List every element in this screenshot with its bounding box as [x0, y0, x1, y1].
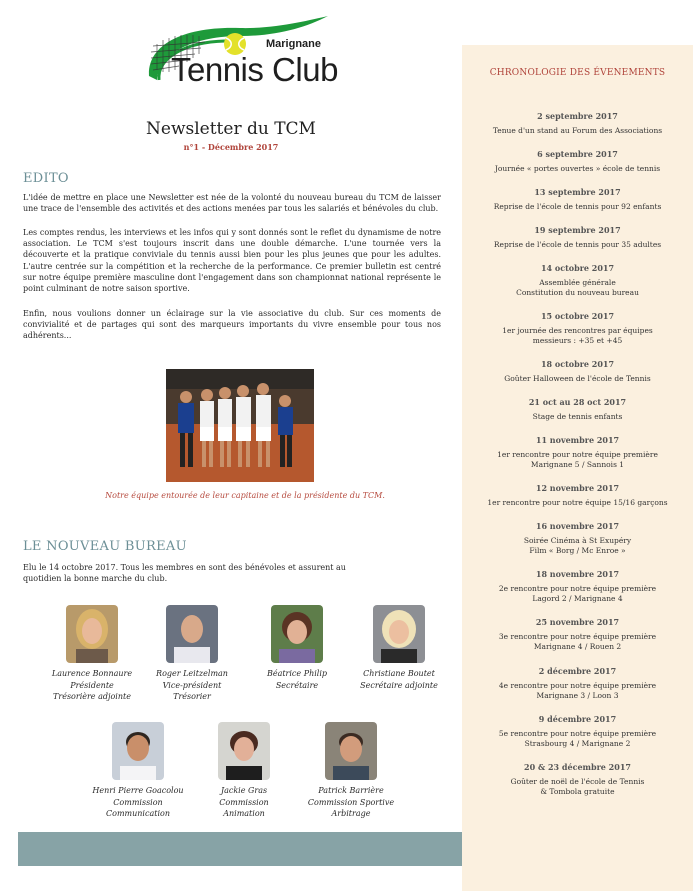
event-text: Reprise de l'école de tennis pour 92 enfants	[493, 202, 662, 211]
avatar	[271, 605, 323, 663]
event-date: 16 novembre 2017	[535, 521, 620, 531]
member-role: Trésorier	[173, 692, 211, 701]
event-text: 4e rencontre pour notre équipe première	[498, 681, 657, 690]
avatar	[66, 605, 118, 663]
event-item	[462, 521, 693, 556]
event-text: 1er journée des rencontres par équipes	[502, 326, 653, 335]
logo-name: Tennis Club	[171, 51, 338, 88]
event-text: 1er rencontre pour notre équipe 15/16 garçons	[487, 498, 668, 507]
event-item	[462, 187, 693, 212]
event-item	[462, 149, 693, 174]
event-text: Reprise de l'école de tennis pour 35 adultes	[493, 240, 662, 249]
member-role: Secrétaire	[275, 680, 319, 690]
club-logo	[145, 14, 338, 94]
avatar	[325, 722, 377, 780]
event-text: Assemblée générale	[539, 278, 616, 287]
event-date: 18 novembre 2017	[535, 569, 620, 579]
member-card	[334, 605, 464, 691]
avatar	[112, 722, 164, 780]
event-item	[462, 666, 693, 701]
event-text: Film « Borg / Mc Enroe »	[529, 546, 626, 555]
event-text: Journée « portes ouvertes » école de tennis	[494, 164, 661, 173]
event-item	[462, 111, 693, 136]
member-name: Patrick Barrière	[318, 786, 384, 795]
bureau-intro: Elu le 14 octobre 2017. Tous les membres en sont des bénévoles et assurent au quotidien la bonne marche du club.	[23, 563, 346, 584]
edito-heading: EDITO	[23, 171, 69, 186]
member-role: Animation	[223, 809, 265, 818]
member-role: Communication	[106, 809, 170, 818]
event-text: Marignane 5 / Sannois 1	[530, 460, 625, 469]
member-name: Henri Pierre Goacolou	[92, 786, 184, 795]
event-text: 2e rencontre pour notre équipe première	[498, 584, 657, 593]
member-role: Commission Sportive	[307, 797, 395, 807]
event-date: 9 décembre 2017	[538, 714, 617, 724]
event-date: 11 novembre 2017	[535, 435, 620, 445]
logo-city: Marignane	[266, 38, 322, 50]
event-text: Marignane 4 / Rouen 2	[533, 642, 622, 651]
newsletter-title: Newsletter du TCM	[146, 119, 316, 139]
member-role: Commission	[113, 797, 163, 807]
member-role: Présidente	[70, 680, 114, 690]
footer-band	[18, 832, 462, 866]
member-name: Christiane Boutet	[363, 669, 435, 678]
edito-paragraph-1: L'idée de mettre en place une Newsletter est née de la volonté du nouveau bureau du TCM de laisser une trace de l'ensemble des activités et des actions menées par tous les salariés et bénévoles du club.	[23, 193, 441, 214]
event-text: Stage de tennis enfants	[532, 412, 623, 421]
event-text: Goûter de noël de l'école de Tennis	[510, 777, 645, 786]
event-date: 13 septembre 2017	[534, 187, 621, 197]
event-date: 25 novembre 2017	[535, 617, 620, 627]
event-text: 5e rencontre pour notre équipe première	[498, 729, 657, 738]
event-text: Marignane 3 / Loon 3	[536, 691, 619, 700]
member-role: Vice-président	[162, 680, 222, 690]
avatar	[218, 722, 270, 780]
event-date: 6 septembre 2017	[537, 149, 618, 159]
member-role: Trésorière adjointe	[53, 692, 131, 701]
newsletter-issue: n°1 - Décembre 2017	[183, 142, 279, 152]
event-item	[462, 225, 693, 250]
member-name: Jackie Gras	[220, 786, 268, 795]
event-item	[462, 762, 693, 797]
chronologie-sidebar	[462, 45, 693, 891]
member-role: Commission	[219, 797, 269, 807]
event-text: Constitution du nouveau bureau	[516, 288, 639, 297]
event-text: Tenue d'un stand au Forum des Associations	[492, 126, 663, 135]
member-role: Secrétaire adjointe	[360, 680, 438, 690]
edito-paragraph-2: Les comptes rendus, les interviews et les infos qui y sont donnés sont le reflet du dynamisme de notre association. Le TCM s'est toujours inscrit dans une double démarche. L'une tournée vers la découverte et la pratique conviviale du tennis aussi bien pour les plus jeunes que pour les adultes. L'autre centrée sur la compétition et la recherche de la performance. Ce premier bulletin est centré sur notre équipe première masculine dont l'engagement dans son championnat national représente le point culminant de notre saison sportive.	[23, 228, 441, 294]
event-text: 3e rencontre pour notre équipe première	[498, 632, 657, 641]
event-item	[462, 263, 693, 298]
event-text: Strasbourg 4 / Marignane 2	[524, 739, 631, 748]
event-date: 19 septembre 2017	[534, 225, 621, 235]
member-name: Laurence Bonnaure	[51, 669, 133, 678]
event-date: 20 & 23 décembre 2017	[524, 762, 631, 772]
event-item	[462, 435, 693, 470]
event-date: 21 oct au 28 oct 2017	[528, 397, 627, 407]
event-item	[462, 617, 693, 652]
bureau-heading: LE NOUVEAU BUREAU	[23, 539, 187, 554]
event-text: messieurs : +35 et +45	[532, 336, 623, 345]
avatar	[166, 605, 218, 663]
event-text: 1er rencontre pour notre équipe première	[497, 450, 658, 459]
event-date: 12 novembre 2017	[535, 483, 620, 493]
event-date: 14 octobre 2017	[540, 263, 615, 273]
event-text: Goûter Halloween de l'école de Tennis	[504, 374, 651, 383]
event-date: 2 septembre 2017	[537, 111, 618, 121]
event-item	[462, 359, 693, 384]
member-name: Roger Leitzelman	[156, 669, 228, 678]
event-text: Soirée Cinéma à St Exupéry	[523, 536, 632, 545]
event-item	[462, 397, 693, 422]
event-item	[462, 569, 693, 604]
member-name: Béatrice Philip	[266, 669, 328, 678]
event-text: & Tombola gratuite	[540, 787, 615, 796]
event-item	[462, 714, 693, 749]
event-date: 2 décembre 2017	[538, 666, 617, 676]
event-text: Lagord 2 / Marignane 4	[532, 594, 623, 603]
edito-paragraph-3: Enfin, nous voulions donner un éclairage sur la vie associative du club. Sur ces moments de convivialité et de partages qui sont des marqueurs importants du vivre ensemble pour tous nos adhérents...	[23, 309, 441, 341]
member-card	[286, 722, 416, 820]
photo-caption: Notre équipe entourée de leur capitaine et de la présidente du TCM.	[105, 491, 385, 500]
event-item	[462, 483, 693, 508]
event-item	[462, 311, 693, 346]
member-role: Arbitrage	[331, 809, 371, 818]
avatar	[373, 605, 425, 663]
chronologie-title: CHRONOLOGIE DES ÉVENEMENTS	[489, 68, 666, 78]
event-date: 18 octobre 2017	[540, 359, 615, 369]
event-date: 15 octobre 2017	[540, 311, 615, 321]
team-photo	[166, 369, 314, 482]
